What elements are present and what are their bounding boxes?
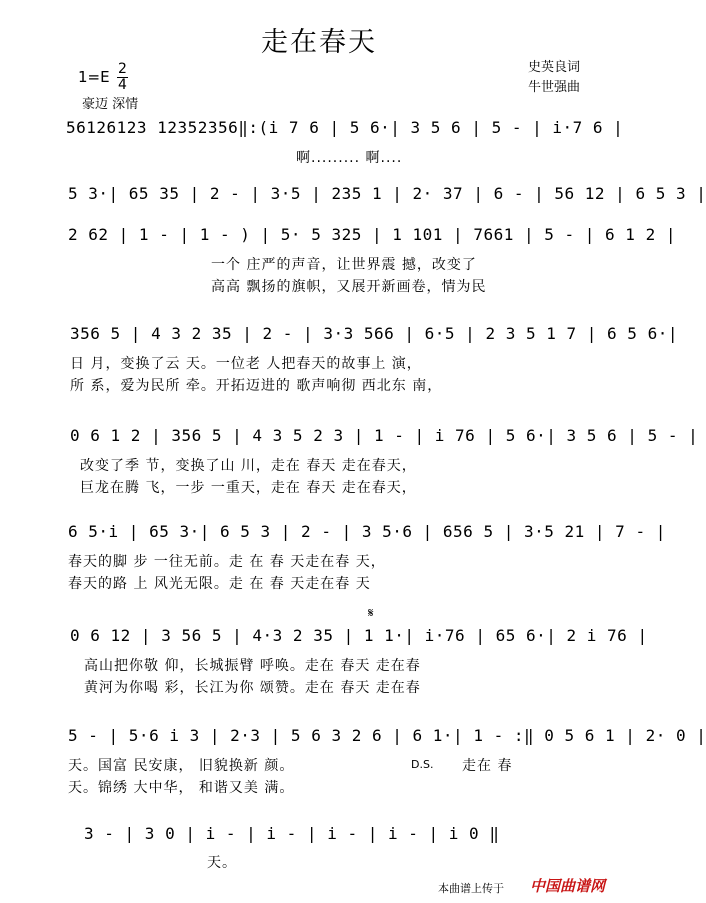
score-row-2: 5 3·| 65 35 | 2 - | 3·5 | 235 1 | 2· 37 | 6 - | 56 12 | 6 5 3 |	[68, 184, 706, 203]
ds-marking: D.S.	[411, 758, 434, 771]
ds-lyric: 走在 春	[462, 758, 513, 774]
lyricist-credit: 史英良词	[527, 60, 580, 75]
page-title: 走在春天	[261, 27, 377, 58]
site-logo-text: 中国曲谱网	[530, 877, 606, 895]
segno-sign: 𝄋	[368, 606, 374, 621]
lyric-row-9: 天。	[207, 855, 237, 871]
lyric-row-8b: 天。锦绣 大中华， 和谐又美 满。	[68, 780, 295, 796]
site-logo[interactable]	[530, 875, 605, 896]
score-row-5: 0 6 1 2 | 356 5 | 4 3 5 2 3 | 1 - | i 76 | 5 6·| 3 5 6 | 5 - |	[70, 426, 699, 445]
lyric-row-6b: 春天的路 上 风光无限。走 在 春 天走在春 天	[68, 576, 371, 592]
score-row-1: 56126123 12352356‖:(i 7 6 | 5 6·| 3 5 6 | 5 - | i·7 6 |	[66, 118, 624, 137]
lyric-row-7a: 高山把你敬 仰，长城振臂 呼唤。走在 春天 走在春	[84, 658, 421, 674]
lyric-row-5a: 改变了季 节，变换了山 川，走在 春天 走在春天，	[80, 458, 417, 474]
score-row-4: 356 5 | 4 3 2 35 | 2 - | 3·3 566 | 6·5 | 2 3 5 1 7 | 6 5 6·|	[70, 324, 678, 343]
lyric-row-4b: 所 系，爱为民所 牵。开拓迈进的 歌声响彻 西北东 南，	[70, 378, 443, 394]
upload-note: 本曲谱上传于	[438, 882, 504, 895]
lyric-row-7b: 黄河为你喝 彩，长江为你 颂赞。走在 春天 走在春	[84, 680, 421, 696]
lyric-row-6a: 春天的脚 步 一往无前。走 在 春 天走在春 天，	[68, 554, 386, 570]
tempo-mood: 豪迈 深情	[82, 97, 139, 112]
lyric-row-8a: 天。国富 民安康， 旧貌换新 颜。	[68, 758, 295, 774]
composer-credit: 牛世强曲	[527, 80, 580, 95]
meter-top: 2	[118, 61, 127, 77]
lyric-row-4a: 日 月，变换了云 天。一位老 人把春天的故事上 演，	[70, 356, 422, 372]
lyric-row-1: 啊......... 啊....	[296, 150, 403, 166]
score-row-9: 3 - | 3 0 | i - | i - | i - | i - | i 0 ‖	[84, 824, 500, 843]
key-signature: 1=E	[78, 68, 110, 86]
time-signature	[117, 62, 128, 93]
score-row-6: 6 5·i | 65 3·| 6 5 3 | 2 - | 3 5·6 | 656 5 | 3·5 21 | 7 - |	[68, 522, 666, 541]
score-row-8: 5 - | 5·6 i 3 | 2·3 | 5 6 3 2 6 | 6 1·| 1 - :‖ 0 5 6 1 | 2· 0 |	[68, 726, 706, 745]
lyric-row-3a: 一个 庄严的声音，让世界震 撼，改变了	[211, 257, 477, 273]
score-row-3: 2 62 | 1 - | 1 - ) | 5· 5 325 | 1 101 | 7661 | 5 - | 6 1 2 |	[68, 225, 676, 244]
meter-bottom: 4	[118, 77, 127, 93]
lyric-row-3b: 高高 飘扬的旗帜，又展开新画卷，情为民	[211, 279, 487, 295]
score-row-7: 0 6 12 | 3 56 5 | 4·3 2 35 | 1 1·| i·76 | 65 6·| 2 i 76 |	[70, 626, 648, 645]
lyric-row-5b: 巨龙在腾 飞，一步 一重天，走在 春天 走在春天，	[80, 480, 417, 496]
